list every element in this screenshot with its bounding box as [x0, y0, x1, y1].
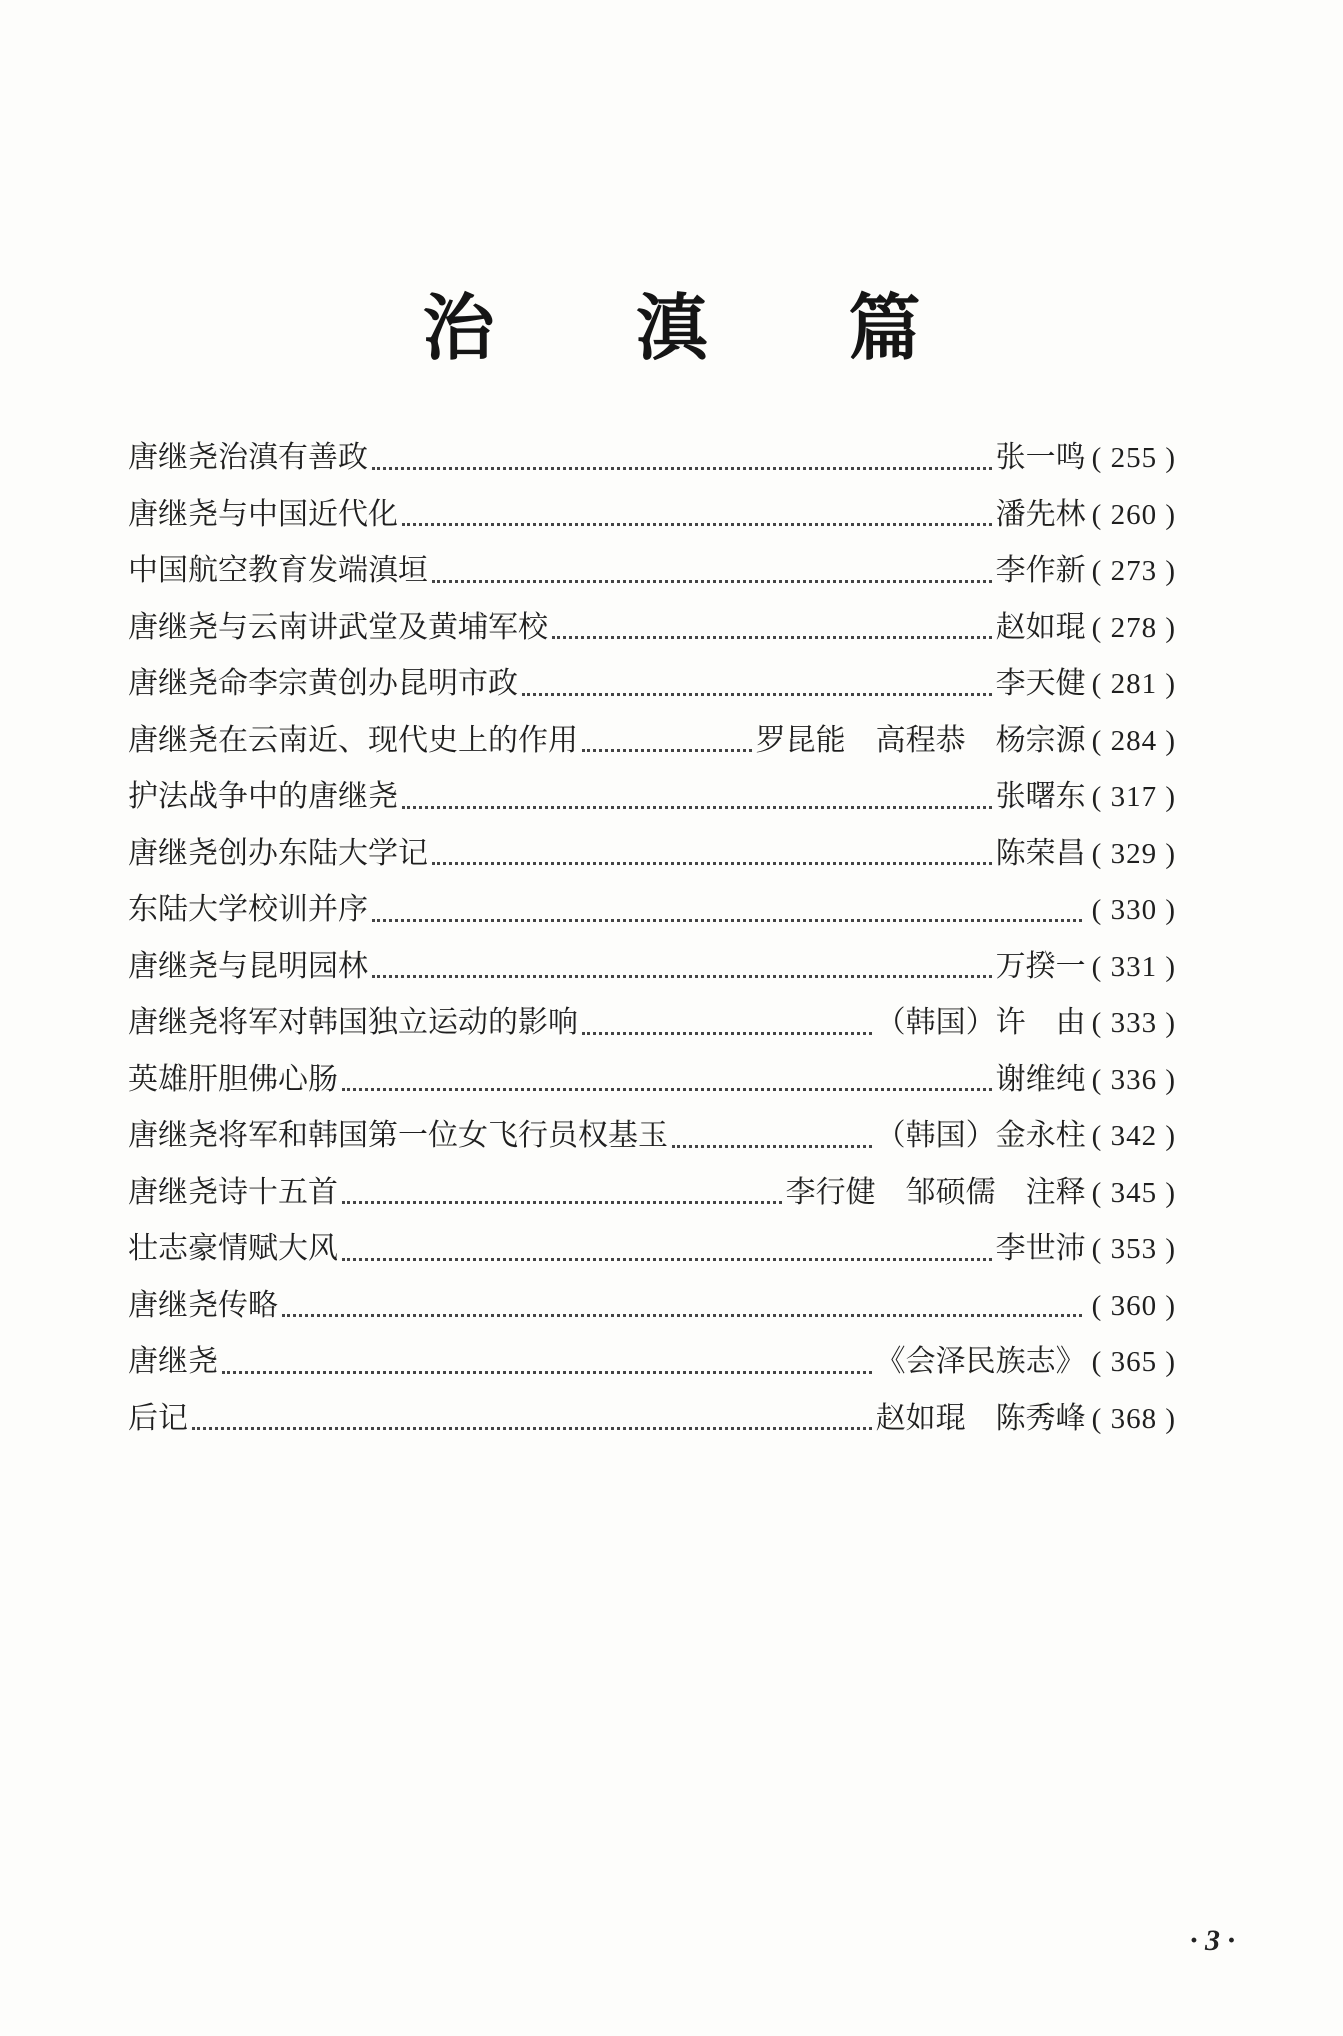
- dot-leader: [222, 1371, 872, 1374]
- toc-entry: [128, 487, 1176, 544]
- toc-entry: [128, 769, 1176, 826]
- toc-entry-title: 护法战争中的唐继尧: [128, 779, 398, 814]
- toc-entry-author: （韩国）许 由: [875, 1005, 1086, 1040]
- toc-entry-title: 唐继尧命李宗黄创办昆明市政: [128, 666, 518, 701]
- toc-entry-page: ( 368 ): [1091, 1402, 1176, 1435]
- toc-entry-page: ( 336 ): [1091, 1063, 1176, 1096]
- dot-leader: [282, 1314, 1082, 1317]
- dot-leader: [582, 749, 752, 752]
- toc-entry-page: ( 284 ): [1091, 724, 1176, 757]
- toc-entry-author: （韩国）金永柱: [875, 1118, 1086, 1153]
- toc-entry-page: ( 278 ): [1091, 611, 1176, 644]
- toc-entry-page: ( 255 ): [1091, 442, 1176, 474]
- toc-entry: [128, 713, 1176, 770]
- toc-entry-page: ( 260 ): [1091, 498, 1176, 531]
- toc-entry-page: ( 365 ): [1091, 1346, 1176, 1378]
- dot-leader: [372, 975, 992, 978]
- dot-leader: [552, 636, 992, 639]
- toc-entry-page: ( 273 ): [1091, 555, 1176, 587]
- toc-entry-title: 唐继尧与云南讲武堂及黄埔军校: [128, 609, 548, 645]
- toc-entry: [128, 939, 1176, 996]
- dot-leader: [192, 1427, 872, 1430]
- dot-leader: [372, 919, 1082, 922]
- toc-entry: [128, 1052, 1176, 1109]
- toc-entry-title: 中国航空教育发端滇垣: [128, 553, 428, 588]
- toc-entry-page: ( 329 ): [1091, 837, 1176, 870]
- dot-leader: [402, 523, 992, 526]
- toc-entry-author: 万揆一: [995, 948, 1086, 984]
- toc-entry-page: ( 331 ): [1091, 950, 1176, 983]
- table-of-contents: [128, 430, 1176, 1447]
- toc-entry-title: 东陆大学校训并序: [128, 892, 368, 927]
- toc-entry: [128, 430, 1176, 487]
- toc-entry: [128, 656, 1176, 713]
- page-number: · 3 ·: [1190, 1924, 1235, 1957]
- toc-entry-author: 陈荣昌: [995, 835, 1086, 871]
- toc-entry-author: 李行健 邹硕儒 注释: [785, 1174, 1086, 1210]
- dot-leader: [342, 1088, 992, 1091]
- toc-entry-author: 《会泽民族志》: [875, 1344, 1086, 1379]
- dot-leader: [582, 1032, 872, 1035]
- toc-entry-page: ( 333 ): [1091, 1007, 1176, 1039]
- toc-entry-title: 唐继尧将军和韩国第一位女飞行员权基玉: [128, 1118, 668, 1153]
- toc-entry-page: ( 281 ): [1091, 668, 1176, 700]
- dot-leader: [432, 580, 992, 583]
- dot-leader: [372, 467, 992, 470]
- toc-entry: [128, 826, 1176, 883]
- toc-entry: [128, 1278, 1176, 1335]
- dot-leader: [522, 693, 992, 696]
- toc-entry-author: 李作新: [995, 553, 1086, 588]
- toc-entry-author: 张曙东: [995, 779, 1086, 814]
- toc-entry-title: 唐继尧在云南近、现代史上的作用: [128, 722, 578, 758]
- toc-entry-author: 赵如琨 陈秀峰: [875, 1400, 1086, 1436]
- toc-entry-title: 唐继尧将军对韩国独立运动的影响: [128, 1005, 578, 1040]
- dot-leader: [672, 1145, 872, 1148]
- toc-entry-title: 唐继尧诗十五首: [128, 1174, 338, 1210]
- toc-entry: [128, 882, 1176, 939]
- toc-entry-author: 谢维纯: [995, 1061, 1086, 1097]
- toc-entry: [128, 600, 1176, 657]
- toc-entry: [128, 1221, 1176, 1278]
- toc-entry-author: 张一鸣: [995, 440, 1086, 475]
- toc-entry-page: ( 353 ): [1091, 1233, 1176, 1265]
- toc-entry-author: 罗昆能 高程恭 杨宗源: [755, 722, 1086, 758]
- toc-entry-title: 唐继尧创办东陆大学记: [128, 835, 428, 871]
- toc-entry-page: ( 360 ): [1091, 1289, 1176, 1322]
- toc-entry: [128, 543, 1176, 600]
- toc-entry-title: 后记: [128, 1400, 188, 1436]
- toc-entry-author: 赵如琨: [995, 609, 1086, 645]
- dot-leader: [342, 1201, 782, 1204]
- toc-entry-title: 唐继尧与中国近代化: [128, 496, 398, 532]
- toc-entry-title: 唐继尧传略: [128, 1287, 278, 1323]
- toc-entry: [128, 1108, 1176, 1165]
- toc-entry: [128, 1391, 1176, 1448]
- dot-leader: [342, 1258, 992, 1261]
- toc-entry-page: ( 317 ): [1091, 781, 1176, 813]
- toc-entry: [128, 1334, 1176, 1391]
- toc-entry-author: 李天健: [995, 666, 1086, 701]
- toc-entry-title: 唐继尧治滇有善政: [128, 440, 368, 475]
- dot-leader: [402, 806, 992, 809]
- toc-entry-title: 壮志豪情赋大风: [128, 1231, 338, 1266]
- toc-entry: [128, 1165, 1176, 1222]
- toc-entry-title: 英雄肝胆佛心肠: [128, 1061, 338, 1097]
- toc-entry-title: 唐继尧: [128, 1344, 218, 1379]
- toc-entry-page: ( 345 ): [1091, 1176, 1176, 1209]
- dot-leader: [432, 862, 992, 865]
- toc-entry-author: 潘先林: [995, 496, 1086, 532]
- section-title: 治 滇 篇: [422, 286, 979, 370]
- toc-entry-page: ( 342 ): [1091, 1120, 1176, 1152]
- toc-entry: [128, 995, 1176, 1052]
- toc-entry-title: 唐继尧与昆明园林: [128, 948, 368, 984]
- toc-entry-author: 李世沛: [995, 1231, 1086, 1266]
- toc-entry-page: ( 330 ): [1091, 894, 1176, 926]
